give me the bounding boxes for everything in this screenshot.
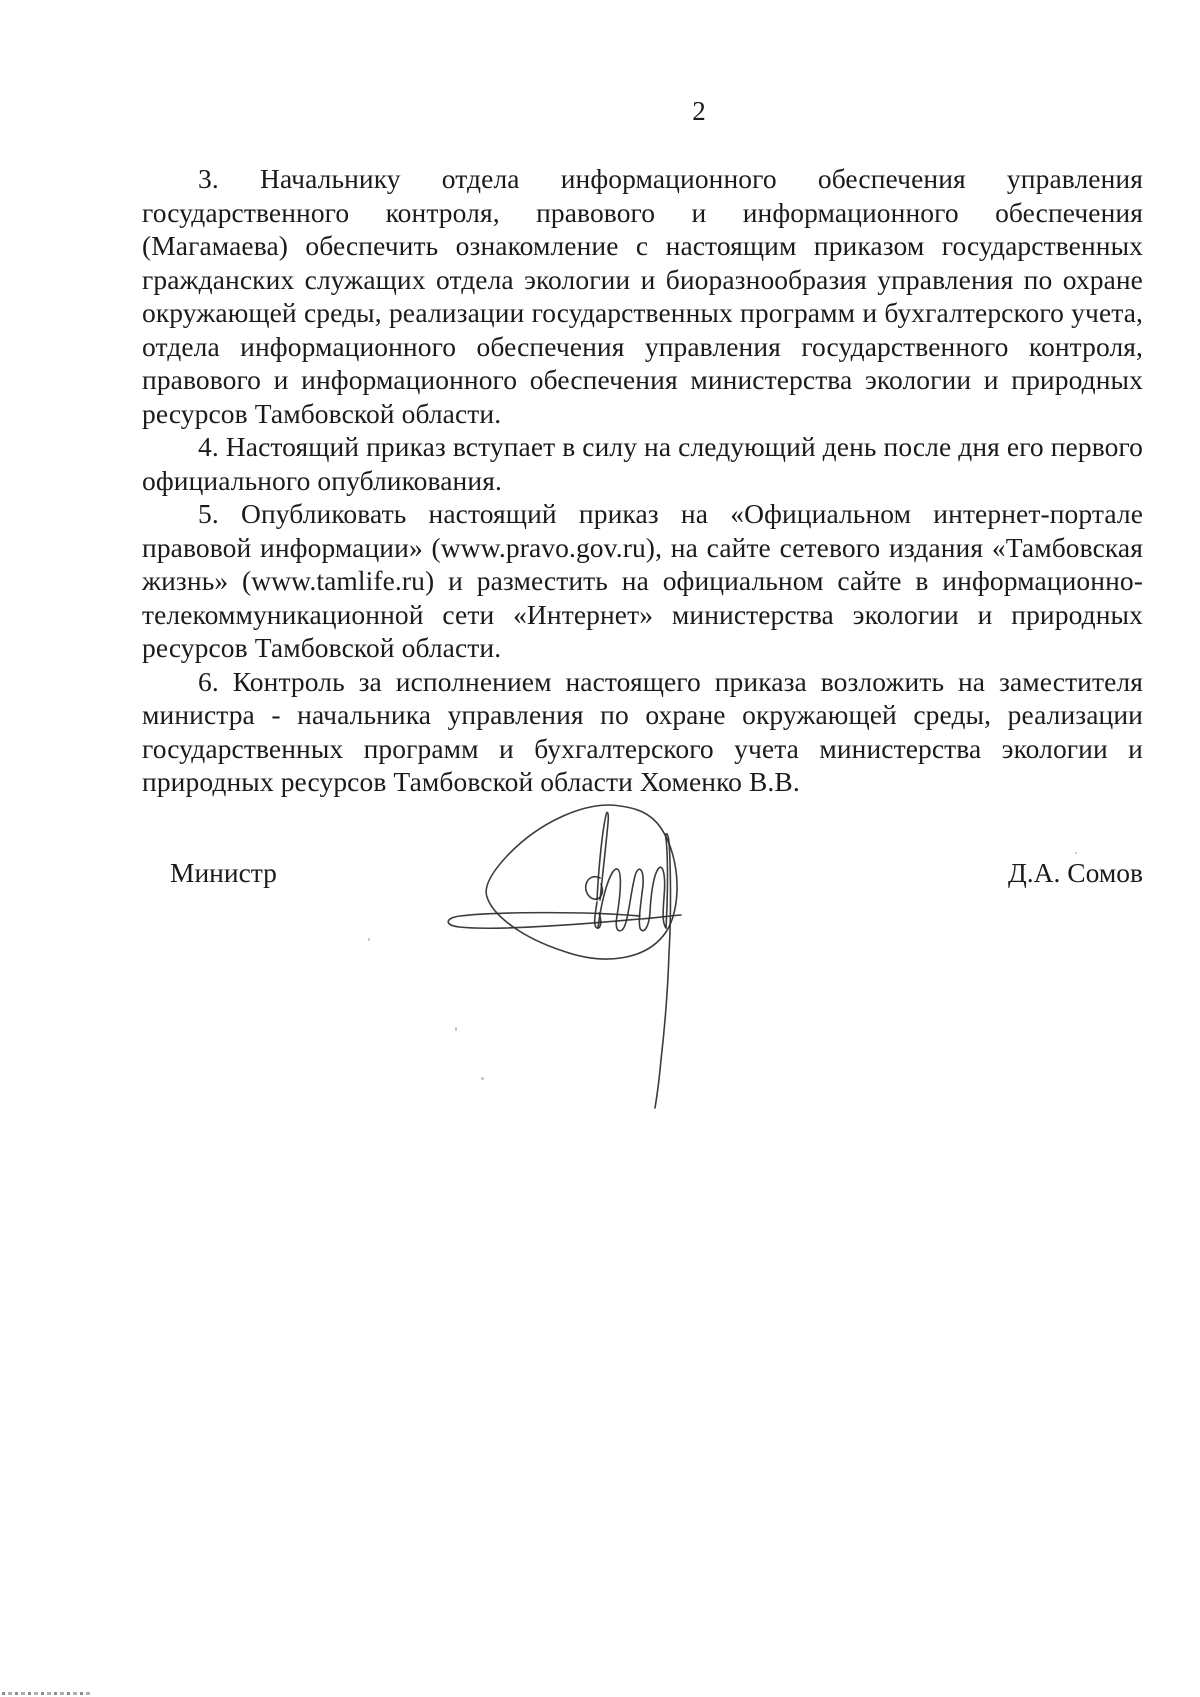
handwritten-signature: [435, 740, 695, 1115]
page-number: 2: [692, 96, 706, 126]
signer-title: Министр: [170, 857, 277, 888]
order-item-5: 5. Опубликовать настоящий приказ на «Официальном интернет-портале правовой информации» (www.pravo.gov.ru), на сайте сетевого издания «Тамбовская жизнь» (www.tamlife.ru) и разместить на официальном сайте в информационно-телекоммуникационной сети «Интернет» министерства экологии и природных ресурсов Тамбовской области.: [142, 498, 1143, 663]
order-item-6: 6. Контроль за исполнением настоящего приказа возложить на заместителя министра - начальника управления по охране окружающей среды, реализации государственных программ и бухгалтерского учета министерства экологии и природных ресурсов Тамбовской области Хоменко В.В.: [142, 665, 1143, 797]
order-item-4: 4. Настоящий приказ вступает в силу на следующий день после дня его первого официального опубликования.: [142, 431, 1143, 496]
order-item-3: 3. Начальнику отдела информационного обеспечения управления государственного контроля, правового и информационного обеспечения (Магамаева) обеспечить ознакомление с настоящим приказом государственных гражданских служащих отдела экологии и биоразнообразия управления по охране окружающей среды, реализации государственных программ и бухгалтерского учета, отдела информационного обеспечения управления государственного контроля, правового и информационного обеспечения министерства экологии и природных ресурсов Тамбовской области.: [142, 163, 1143, 429]
scan-speck: [368, 938, 370, 941]
order-body: [142, 162, 1143, 799]
signer-name: Д.А. Сомов: [1008, 857, 1143, 888]
scan-speck: [481, 1077, 484, 1080]
scan-artifact: [2, 1692, 92, 1695]
scan-speck: [455, 1027, 457, 1031]
scan-speck: [1075, 852, 1077, 854]
